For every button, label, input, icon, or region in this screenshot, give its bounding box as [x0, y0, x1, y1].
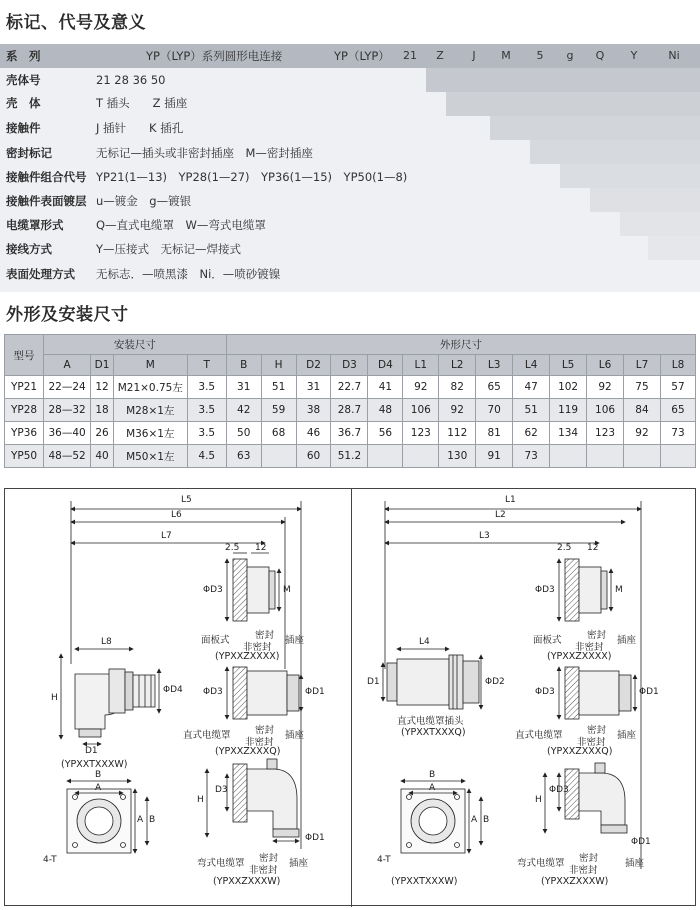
table-cell: 73	[660, 422, 695, 445]
table-row	[5, 376, 696, 399]
caption-bend-socket-r: 插座	[625, 858, 645, 869]
meaning-row	[0, 214, 700, 236]
table-cell	[550, 445, 587, 468]
meaning-row-value: Y—压接式 无标记—焊接式	[96, 242, 242, 256]
col-header: L3	[476, 355, 513, 376]
caption-straight-nonseal: 非密封	[245, 737, 274, 748]
dim-label-b-side-r: B	[483, 815, 490, 825]
meaning-row	[0, 238, 700, 260]
dim-label-d1-bend-r: ΦD1	[631, 837, 651, 847]
col-header: A	[44, 355, 91, 376]
caption-bend-nonseal-r: 非密封	[569, 865, 598, 876]
table-cell: 51	[513, 399, 550, 422]
header-model: 型号	[5, 335, 44, 376]
table-cell: 92	[403, 376, 439, 399]
table-cell: 42	[226, 399, 261, 422]
dimension-table	[4, 334, 696, 468]
table-cell: 47	[513, 376, 550, 399]
header-outline: 外形尺寸	[226, 335, 695, 355]
code-finish: Ni	[668, 49, 680, 62]
caption-panel-r: 面板式	[533, 635, 562, 646]
table-row	[5, 422, 696, 445]
table-cell: 22.7	[331, 376, 368, 399]
caption-straight-seal: 密封	[255, 725, 275, 736]
section-title-marking: 标记、代号及意义	[6, 13, 146, 33]
table-row	[5, 399, 696, 422]
caption-bend-code-r: (YPXXZXXXW)	[541, 876, 609, 887]
table-cell: M21×0.75左	[113, 376, 187, 399]
table-cell: 60	[296, 445, 331, 468]
dim-label-l2: L2	[495, 510, 506, 520]
dim-label-d3-bend-r: ΦD3	[549, 785, 569, 795]
table-cell: 46	[296, 422, 331, 445]
table-cell: 18	[91, 399, 114, 422]
caption-panel-nonseal-r: 非密封	[575, 642, 604, 653]
caption-straight-nonseal-r: 非密封	[577, 737, 606, 748]
series-label: 系 列	[6, 49, 41, 63]
caption-panel: 面板式	[201, 635, 230, 646]
meaning-row-value: YP21(1—13) YP28(1—27) YP36(1—15) YP50(1—8)	[96, 170, 408, 184]
code-shell-no: 21	[403, 49, 417, 62]
col-header: B	[226, 355, 261, 376]
table-cell: 48—52	[44, 445, 91, 468]
table-cell: 31	[226, 376, 261, 399]
meaning-row-label: 壳 体	[6, 96, 41, 110]
table-cell: 28.7	[331, 399, 368, 422]
meaning-row	[0, 69, 700, 91]
dim-label-a-side-r: A	[471, 815, 478, 825]
table-cell: 50	[226, 422, 261, 445]
caption-bend-code: (YPXXZXXXW)	[213, 876, 281, 887]
col-header: L5	[550, 355, 587, 376]
dim-label-d1-plug: D1	[367, 677, 380, 687]
table-cell: 73	[513, 445, 550, 468]
dim-label-d3: ΦD3	[203, 585, 223, 595]
table-cell: 3.5	[187, 399, 226, 422]
col-header: D1	[91, 355, 114, 376]
meaning-row-label: 接触件	[6, 121, 41, 135]
table-cell: 28—32	[44, 399, 91, 422]
dim-label-d3-bend: D3	[215, 785, 228, 795]
caption-straight: 直式电缆罩	[183, 730, 231, 741]
caption-panel-code-r: (YPXXZXXXX)	[547, 651, 612, 662]
dim-label-a-r: A	[429, 783, 436, 793]
dim-label-l8: L8	[101, 637, 112, 647]
col-header: T	[187, 355, 226, 376]
section-title-dimensions: 外形及安装尺寸	[6, 305, 129, 325]
table-cell	[660, 445, 695, 468]
meaning-row-value: 21 28 36 50	[96, 73, 166, 87]
table-cell: 3.5	[187, 376, 226, 399]
table-cell: 26	[91, 422, 114, 445]
meaning-row-value: Q—直式电缆罩 W—弯式电缆罩	[96, 218, 266, 232]
caption-panel-socket-r: 插座	[617, 635, 637, 646]
meaning-row-label: 电缆罩形式	[6, 218, 64, 232]
meaning-row-value: J 插针 K 插孔	[96, 121, 184, 135]
table-cell	[368, 445, 403, 468]
caption-bend-socket: 插座	[289, 858, 309, 869]
table-cell: 38	[296, 399, 331, 422]
code-wiring: Y	[630, 49, 638, 62]
table-row	[5, 445, 696, 468]
caption-plug-w: (YPXXTXXXW)	[61, 759, 128, 770]
col-header: L6	[587, 355, 624, 376]
table-cell: 57	[660, 376, 695, 399]
meaning-row-label: 接触件表面镀层	[6, 194, 87, 208]
table-cell: 51	[261, 376, 296, 399]
code-combination: 5	[536, 49, 544, 62]
meaning-row	[0, 92, 700, 114]
model-cell: YP36	[5, 422, 44, 445]
caption-plug-w-r: (YPXXTXXXW)	[391, 876, 458, 887]
meaning-row	[0, 190, 700, 212]
dim-label-b-r: B	[429, 770, 436, 780]
dim-label-12-r: 12	[587, 543, 599, 553]
caption-bend-r: 弯式电缆罩	[517, 858, 565, 869]
table-cell: 84	[624, 399, 661, 422]
code-prefix: YP（LYP）	[334, 49, 390, 63]
meaning-row-label: 接线方式	[6, 242, 52, 256]
dim-label-d4: ΦD4	[163, 685, 183, 695]
table-cell	[261, 445, 296, 468]
caption-panel-code: (YPXXZXXXX)	[215, 651, 280, 662]
caption-straight-seal-r: 密封	[587, 725, 607, 736]
table-cell: 82	[439, 376, 476, 399]
meaning-row-value: 无标记—插头或非密封插座 M—密封插座	[96, 146, 313, 160]
dim-label-d3-straight: ΦD3	[203, 687, 223, 697]
dim-label-h-bend-r: H	[535, 795, 542, 805]
dim-label-a: A	[95, 783, 102, 793]
table-cell: 36.7	[331, 422, 368, 445]
table-cell: 65	[660, 399, 695, 422]
table-cell: 134	[550, 422, 587, 445]
dim-label-h-bend: H	[197, 795, 204, 805]
dim-label-b-side: B	[149, 815, 156, 825]
dim-label-l6: L6	[171, 510, 182, 520]
table-cell: 31	[296, 376, 331, 399]
dim-label-d1-bend: ΦD1	[305, 833, 325, 843]
caption-plug-q: 直式电缆罩插头	[397, 716, 464, 727]
dim-label-12: 12	[255, 543, 267, 553]
col-header: L7	[624, 355, 661, 376]
col-header: L2	[439, 355, 476, 376]
table-cell: 56	[368, 422, 403, 445]
series-value: YP（LYP）系列圆形电连接	[146, 49, 283, 63]
code-seal: M	[501, 49, 511, 62]
meaning-block	[0, 44, 700, 292]
dim-label-4t-r: 4-T	[377, 855, 391, 865]
table-cell	[624, 445, 661, 468]
model-cell: YP28	[5, 399, 44, 422]
table-cell: 63	[226, 445, 261, 468]
col-header: L1	[403, 355, 439, 376]
model-cell: YP21	[5, 376, 44, 399]
table-cell: 51.2	[331, 445, 368, 468]
code-contact: J	[472, 49, 476, 62]
caption-panel-seal: 密封	[255, 630, 275, 641]
table-cell: 48	[368, 399, 403, 422]
dim-label-a-side: A	[137, 815, 144, 825]
table-cell: 112	[439, 422, 476, 445]
meaning-row-label: 壳体号	[6, 73, 41, 87]
table-cell: 4.5	[187, 445, 226, 468]
caption-straight-code-r: (YPXXZXXXQ)	[547, 746, 613, 757]
table-cell: 40	[91, 445, 114, 468]
caption-bend-nonseal: 非密封	[249, 865, 278, 876]
col-header: H	[261, 355, 296, 376]
col-header: M	[113, 355, 187, 376]
table-cell: M28×1左	[113, 399, 187, 422]
caption-bend: 弯式电缆罩	[197, 858, 245, 869]
dim-label-m: M	[283, 585, 291, 595]
col-header: D2	[296, 355, 331, 376]
dim-label-l3: L3	[479, 531, 490, 541]
meaning-row	[0, 142, 700, 164]
col-header: L8	[660, 355, 695, 376]
caption-bend-seal: 密封	[259, 853, 279, 864]
dim-label-l7: L7	[161, 531, 172, 541]
meaning-row-value: T 插头 Z 插座	[96, 96, 188, 110]
dim-label-d3-straight-r: ΦD3	[535, 687, 555, 697]
table-cell: M36×1左	[113, 422, 187, 445]
table-cell: 123	[403, 422, 439, 445]
dim-label-d1-straight-r: ΦD1	[639, 687, 659, 697]
dim-label-l4: L4	[419, 637, 430, 647]
table-cell: 92	[587, 376, 624, 399]
caption-straight-socket-r: 插座	[617, 730, 637, 741]
table-cell: 92	[624, 422, 661, 445]
caption-panel-nonseal: 非密封	[243, 642, 272, 653]
dim-label-d2: ΦD2	[485, 677, 505, 687]
dim-label-2-5-r: 2.5	[557, 543, 572, 553]
table-cell: 130	[439, 445, 476, 468]
table-cell	[403, 445, 439, 468]
code-cable-cover: Q	[595, 49, 605, 62]
table-cell: 102	[550, 376, 587, 399]
header-install: 安装尺寸	[44, 335, 227, 355]
table-cell: M50×1左	[113, 445, 187, 468]
dim-label-2-5: 2.5	[225, 543, 240, 553]
table-cell: 81	[476, 422, 513, 445]
model-cell: YP50	[5, 445, 44, 468]
dim-label-d3-r: ΦD3	[535, 585, 555, 595]
meaning-row-label: 密封标记	[6, 146, 52, 160]
dim-label-4t: 4-T	[43, 855, 57, 865]
caption-bend-seal-r: 密封	[579, 853, 599, 864]
dim-label-l5: L5	[181, 495, 192, 505]
dim-label-d1-straight: ΦD1	[305, 687, 325, 697]
table-cell: 12	[91, 376, 114, 399]
meaning-row-label: 接触件组合代号	[6, 170, 87, 184]
table-cell: 36—40	[44, 422, 91, 445]
code-plating: g	[566, 49, 574, 62]
table-cell: 68	[261, 422, 296, 445]
table-cell: 123	[587, 422, 624, 445]
table-cell: 22—24	[44, 376, 91, 399]
dim-label-h: H	[51, 693, 58, 703]
dim-label-m-r: M	[615, 585, 623, 595]
table-cell: 75	[624, 376, 661, 399]
meaning-row-value: 无标志．—喷黑漆 Ni．—喷砂镀镍	[96, 267, 281, 281]
table-cell: 41	[368, 376, 403, 399]
dim-label-l1: L1	[505, 495, 516, 505]
table-cell: 91	[476, 445, 513, 468]
meaning-row-label: 表面处理方式	[6, 267, 75, 281]
caption-plug-q-code: (YPXXTXXXQ)	[401, 727, 466, 738]
col-header: L4	[513, 355, 550, 376]
meaning-row	[0, 263, 700, 285]
table-cell: 70	[476, 399, 513, 422]
caption-straight-r: 直式电缆罩	[515, 730, 563, 741]
table-cell: 62	[513, 422, 550, 445]
table-cell: 65	[476, 376, 513, 399]
drawing-area	[4, 488, 696, 906]
caption-panel-seal-r: 密封	[587, 630, 607, 641]
col-header: D4	[368, 355, 403, 376]
table-cell: 59	[261, 399, 296, 422]
table-cell: 92	[439, 399, 476, 422]
caption-straight-code: (YPXXZXXXQ)	[215, 746, 281, 757]
table-cell: 3.5	[187, 422, 226, 445]
dim-label-d1: D1	[85, 746, 98, 756]
meaning-row-value: u—镀金 g—镀银	[96, 194, 192, 208]
meaning-row	[0, 117, 700, 139]
table-cell: 106	[403, 399, 439, 422]
table-cell: 106	[587, 399, 624, 422]
meaning-row	[0, 166, 700, 188]
dim-label-b: B	[95, 770, 102, 780]
table-cell: 119	[550, 399, 587, 422]
code-shell: Z	[436, 49, 444, 62]
caption-panel-socket: 插座	[285, 635, 305, 646]
caption-straight-socket: 插座	[285, 730, 305, 741]
table-cell	[587, 445, 624, 468]
col-header: D3	[331, 355, 368, 376]
